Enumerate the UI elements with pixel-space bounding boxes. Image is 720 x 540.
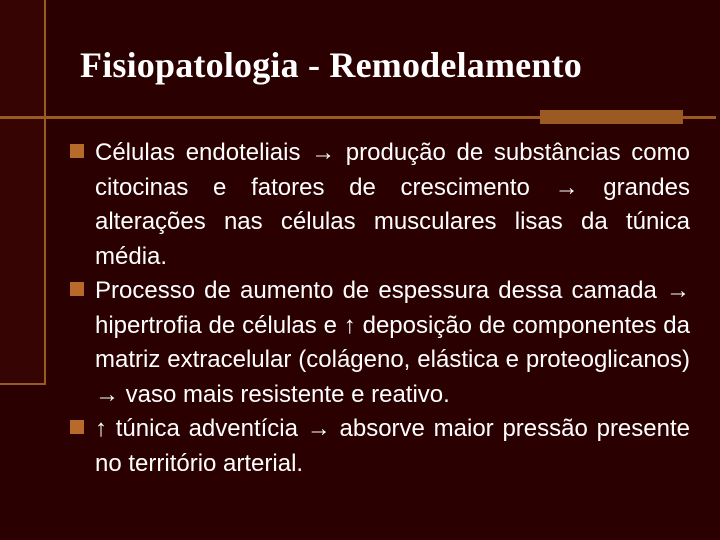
- bullet-text: Células endoteliais → produção de substâncias como citocinas e fatores de crescimento → grandes alterações nas células musculares lisas da túnica média.: [95, 139, 690, 270]
- bullet-text: ↑ túnica adventícia → absorve maior pressão presente no território arterial.: [95, 415, 690, 477]
- square-bullet-icon: [70, 282, 84, 296]
- slide-title: Fisiopatologia - Remodelamento: [80, 45, 582, 85]
- square-bullet-icon: [70, 420, 84, 434]
- bullet-item: [68, 412, 690, 481]
- left-decorative-panel: [0, 0, 46, 385]
- divider-accent-bar: [540, 110, 683, 124]
- bullet-text: Processo de aumento de espessura dessa camada → hipertrofia de células e ↑ deposição de componentes da matriz extracelular (colágeno, elástica e proteoglicanos) → vaso mais resistente e reativo.: [95, 277, 690, 408]
- bullet-item: [68, 274, 690, 412]
- square-bullet-icon: [70, 144, 84, 158]
- bullet-item: [68, 136, 690, 274]
- bullet-list: [68, 136, 690, 481]
